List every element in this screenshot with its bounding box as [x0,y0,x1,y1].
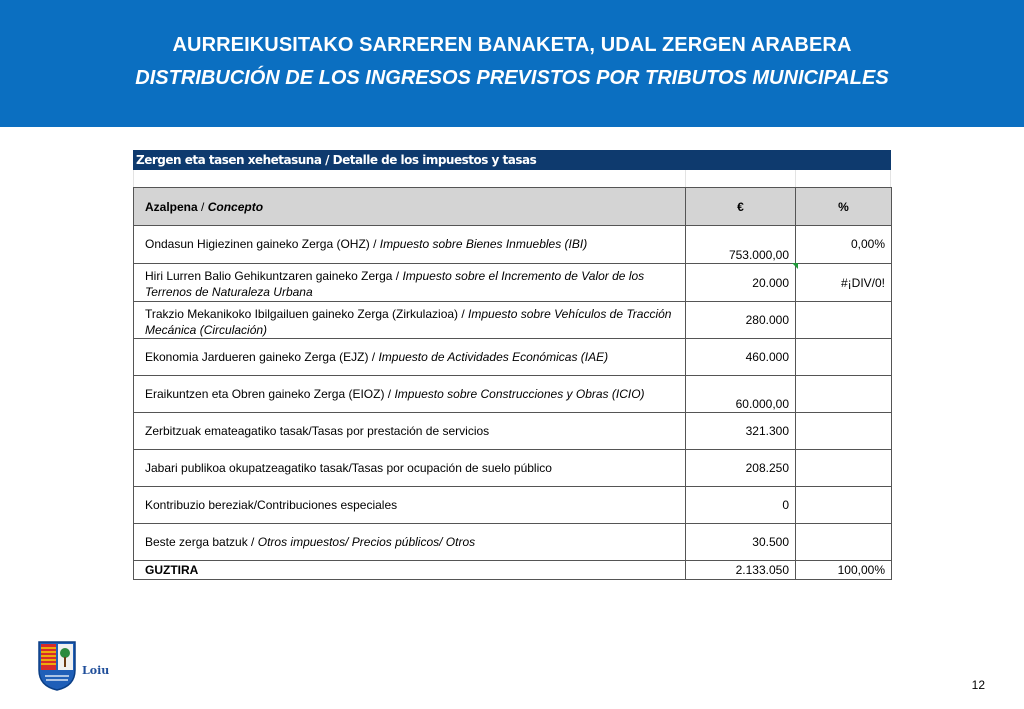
row-euro: 0 [686,487,796,524]
row-euro: 208.250 [686,450,796,487]
row-percent [796,524,892,561]
row-percent [796,487,892,524]
column-header-row [134,188,892,226]
coat-of-arms-logo [37,640,77,692]
column-header-euro: € [686,188,796,226]
column-header-concept: Azalpena / Concepto [134,188,686,226]
row-concept: Trakzio Mekanikoko Ibilgailuen gaineko Zerga (Zirkulazioa) / Impuesto sobre Vehículos de Tracción Mecánica (Circulación) [134,302,686,339]
data-table [133,187,892,580]
row-percent: 0,00% [796,226,892,264]
logo-text: Loiu [82,664,110,677]
row-percent: #¡DIV/0! [796,264,892,302]
title-banner [0,0,1024,127]
total-row [134,561,892,580]
row-euro: 30.500 [686,524,796,561]
table-header-bar: Zergen eta tasen xehetasuna / Detalle de los impuestos y tasas [133,150,891,170]
cell-comment-marker [792,263,798,269]
row-percent [796,450,892,487]
table-row [134,264,892,302]
row-concept: Jabari publikoa okupatzeagatiko tasak/Tasas por ocupación de suelo público [134,450,686,487]
row-euro: 60.000,00 [686,376,796,413]
row-euro: 20.000 [686,264,796,302]
table-row [134,450,892,487]
table-row [134,339,892,376]
row-concept: Beste zerga batzuk / Otros impuestos/ Precios públicos/ Otros [134,524,686,561]
total-percent: 100,00% [796,561,892,580]
row-concept: Ekonomia Jardueren gaineko Zerga (EJZ) / Impuesto de Actividades Económicas (IAE) [134,339,686,376]
row-euro: 753.000,00 [686,226,796,264]
row-percent [796,376,892,413]
title-spanish: DISTRIBUCIÓN DE LOS INGRESOS PREVISTOS POR TRIBUTOS MUNICIPALES [135,67,889,89]
row-concept: Eraikuntzen eta Obren gaineko Zerga (EIOZ) / Impuesto sobre Construcciones y Obras (ICIO) [134,376,686,413]
column-header-percent: % [796,188,892,226]
table-row [134,487,892,524]
row-concept: Ondasun Higiezinen gaineko Zerga (OHZ) / Impuesto sobre Bienes Inmuebles (IBI) [134,226,686,264]
row-euro: 460.000 [686,339,796,376]
row-euro: 321.300 [686,413,796,450]
total-euro: 2.133.050 [686,561,796,580]
table-row [134,302,892,339]
row-percent [796,339,892,376]
row-concept: Hiri Lurren Balio Gehikuntzaren gaineko Zerga / Impuesto sobre el Incremento de Valor de los Terrenos de Naturaleza Urbana [134,264,686,302]
row-concept: Zerbitzuak emateagatiko tasak/Tasas por prestación de servicios [134,413,686,450]
page-number: 12 [971,678,985,692]
table-row [134,524,892,561]
total-label: GUZTIRA [134,561,686,580]
row-percent [796,302,892,339]
tax-detail-table [133,150,891,580]
row-concept: Kontribuzio bereziak/Contribuciones especiales [134,487,686,524]
table-row [134,376,892,413]
row-percent [796,413,892,450]
title-basque: AURREIKUSITAKO SARREREN BANAKETA, UDAL ZERGEN ARABERA [172,34,852,56]
row-euro: 280.000 [686,302,796,339]
table-row [134,226,892,264]
spacer-row [133,170,891,187]
table-row [134,413,892,450]
